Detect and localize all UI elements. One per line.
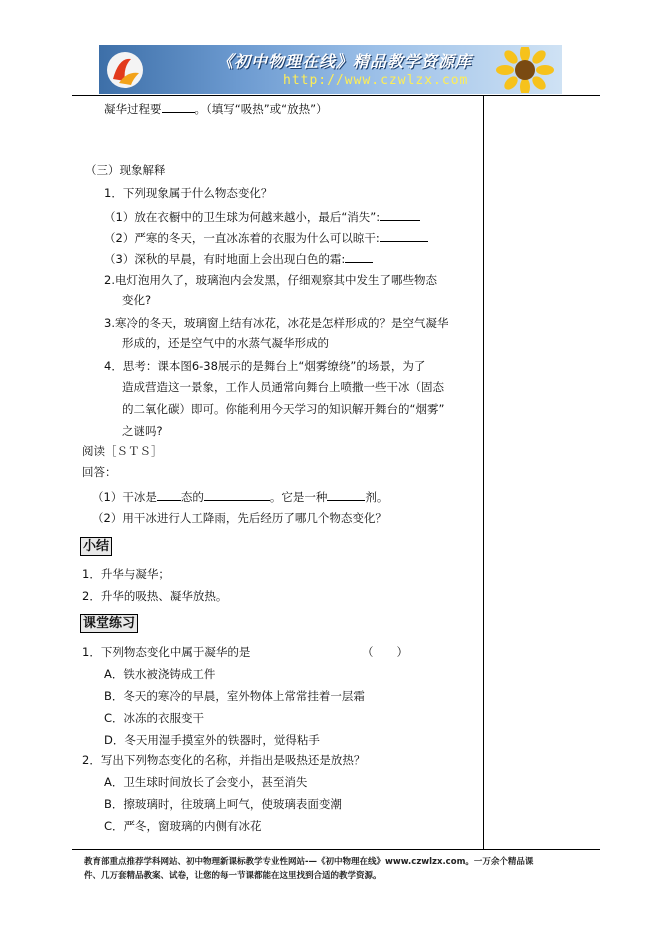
question-2: 2.电灯泡用久了，玻璃泡内会发黑，仔细观察其中发生了哪些物态 <box>104 273 437 287</box>
answer-1: （1）干冰是 态的 。它是一种 剂。 <box>92 490 389 504</box>
exercise-1-paren: （ ） <box>362 645 408 659</box>
question-1: 1．下列现象属于什么物态变化？ <box>104 186 273 200</box>
exercise-2: 2．写出下列物态变化的名称，并指出是吸热还是放热？ <box>82 753 366 767</box>
answer-blank <box>157 489 181 501</box>
option-c: C．严冬，窗玻璃的内侧有冰花 <box>104 819 262 833</box>
footer-line: 教育部重点推荐学科网站、初中物理新课标教学专业性网站-—《初中物理在线》www.czwlzx.com。一万余个精品课 <box>84 857 534 867</box>
answer-blank <box>345 251 373 263</box>
question-3-cont: 形成的，还是空气中的水蒸气凝华形成的 <box>122 336 329 350</box>
answer-blank <box>380 230 428 242</box>
answer-label: 回答： <box>82 465 117 479</box>
answer-2: （2）用干冰进行人工降雨，先后经历了哪几个物态变化？ <box>92 511 387 525</box>
footer-rule <box>72 849 600 850</box>
option-b: B．擦玻璃时，往玻璃上呵气，使玻璃表面变潮 <box>104 797 342 811</box>
question-3: 3.寒冷的冬天，玻璃窗上结有冰花，冰花是怎样形成的？是空气凝华 <box>104 316 449 330</box>
sts-heading: 阅读［ＳＴＳ］ <box>82 444 163 458</box>
footer-line: 件、几万套精品教案、试卷，让您的每一节课都能在这里找到合适的教学资源。 <box>84 871 382 881</box>
answer-blank <box>327 489 365 501</box>
text-line: 凝华过程要 。（填写“吸热”或“放热”） <box>104 102 328 116</box>
option-d: D．冬天用湿手摸室外的铁器时，觉得粘手 <box>104 733 320 747</box>
margin-divider <box>483 95 484 849</box>
question-4-cont: 之谜吗? <box>122 424 163 438</box>
option-a: A．卫生球时间放长了会变小，甚至消失 <box>104 775 308 789</box>
site-title: 《初中物理在线》精品教学资源库 <box>217 52 473 71</box>
summary-item: 2．升华的吸热、凝华放热。 <box>82 589 228 603</box>
header-banner <box>99 45 562 94</box>
answer-blank <box>204 489 270 501</box>
exercise-title: 课堂练习 <box>80 614 138 633</box>
option-b: B．冬天的寒冷的早晨，室外物体上常常挂着一层霜 <box>104 689 365 703</box>
question-4: 4．思考：课本图6-38展示的是舞台上“烟雾缭绕”的场景，为了 <box>104 359 426 373</box>
summary-item: 1．升华与凝华； <box>82 567 170 581</box>
question-1-b: （2）严寒的冬天，一直冰冻着的衣服为什么可以晾干: <box>104 230 428 245</box>
question-4-cont: 造成营造这一景象，工作人员通常向舞台上喷撒一些干冰（固态 <box>122 380 444 394</box>
header-rule <box>72 95 600 96</box>
question-1-c: （3）深秋的早晨，有时地面上会出现白色的霜: <box>104 251 373 266</box>
question-4-cont: 的二氧化碳）即可。你能利用今天学习的知识解开舞台的“烟雾” <box>122 402 445 416</box>
site-url[interactable]: http://www.czwlzx.com <box>283 73 469 88</box>
option-a: A．铁水被浇铸成工件 <box>104 667 216 681</box>
question-1-a: （1）放在衣橱中的卫生球为何越来越小，最后“消失”: <box>104 209 420 224</box>
section-heading: （三）现象解释 <box>85 163 166 177</box>
option-c: C．冰冻的衣服变干 <box>104 711 205 725</box>
exercise-1: 1．下列物态变化中属于凝华的是 <box>82 645 251 659</box>
answer-blank <box>380 209 420 221</box>
answer-blank <box>162 101 195 113</box>
summary-title: 小结 <box>80 537 112 556</box>
question-2-cont: 变化? <box>122 293 152 307</box>
sunflower-icon <box>491 47 559 93</box>
site-logo-icon <box>105 49 145 90</box>
